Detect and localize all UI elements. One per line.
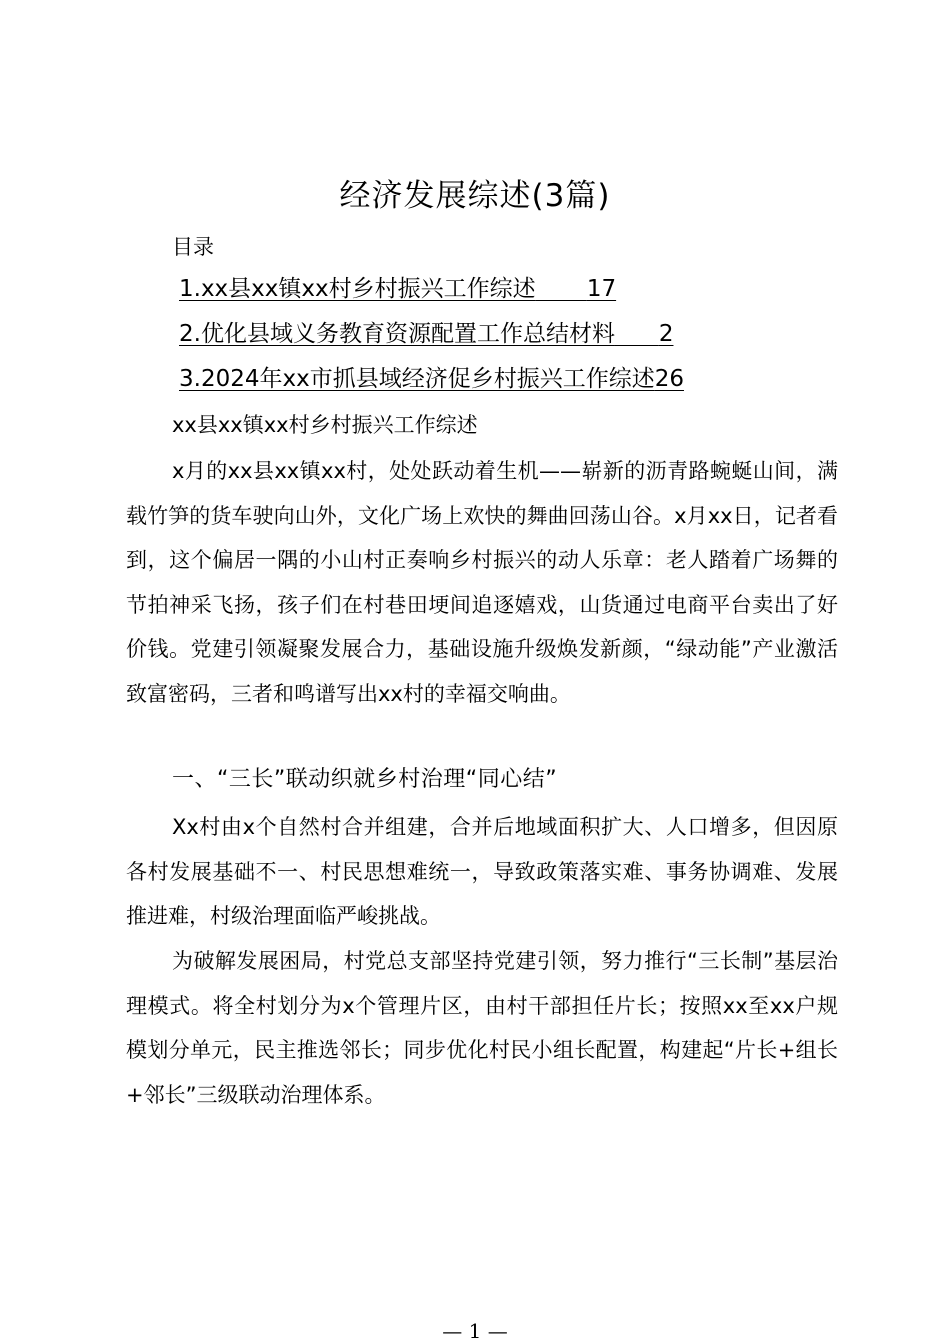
paragraph-governance: 为破解发展困局，村党总支部坚持党建引领，努力推行“三长制”基层治理模式。将全村划分为x个管理片区，由村干部担任片长；按照xx至xx户规模划分单元，民主推选邻长；同步优化村民小组长配置，构建起“片长+组长+邻长”三级联动治理体系。 [126,949,838,1107]
toc-page-number: 26 [654,366,684,392]
toc-link-text: 2.优化县域义务教育资源配置工作总结材料 [179,321,615,347]
toc-label: 目录 [172,235,214,259]
toc-link-text: 1.xx县xx镇xx村乡村振兴工作综述 [179,276,536,302]
toc-link-1[interactable] [179,271,616,307]
toc-link-text: 3.2024年xx市抓县域经济促乡村振兴工作综述 [179,366,655,392]
section-heading: 一、“三长”联动织就乡村治理“同心结” [172,767,558,792]
document-title: 经济发展综述(3篇) [339,178,611,214]
toc-link-2[interactable] [179,316,673,352]
paragraph-background: Xx村由x个自然村合并组建，合并后地域面积扩大、人口增多，但因原各村发展基础不一、村民思想难统一，导致政策落实难、事务协调难、发展推进难，村级治理面临严峻挑战。 [126,815,838,928]
paragraph-intro: x月的xx县xx镇xx村，处处跃动着生机——崭新的沥青路蜿蜒山间，满载竹笋的货车驶向山外，文化广场上欢快的舞曲回荡山谷。x月xx日，记者看到，这个偏居一隅的小山村正奏响乡村振兴的动人乐章：老人踏着广场舞的节拍神采飞扬，孩子们在村巷田埂间追逐嬉戏，山货通过电商平台卖出了好价钱。党建引领凝聚发展合力，基础设施升级焕发新颜，“绿动能”产业激活致富密码，三者和鸣谱写出xx村的幸福交响曲。 [126,459,838,706]
toc-link-3[interactable] [179,361,684,397]
toc-page-number: 17 [586,276,617,302]
article-title: xx县xx镇xx村乡村振兴工作综述 [172,413,478,437]
page-number-footer: — 1 — [442,1319,508,1343]
toc-page-number: 2 [658,321,674,347]
